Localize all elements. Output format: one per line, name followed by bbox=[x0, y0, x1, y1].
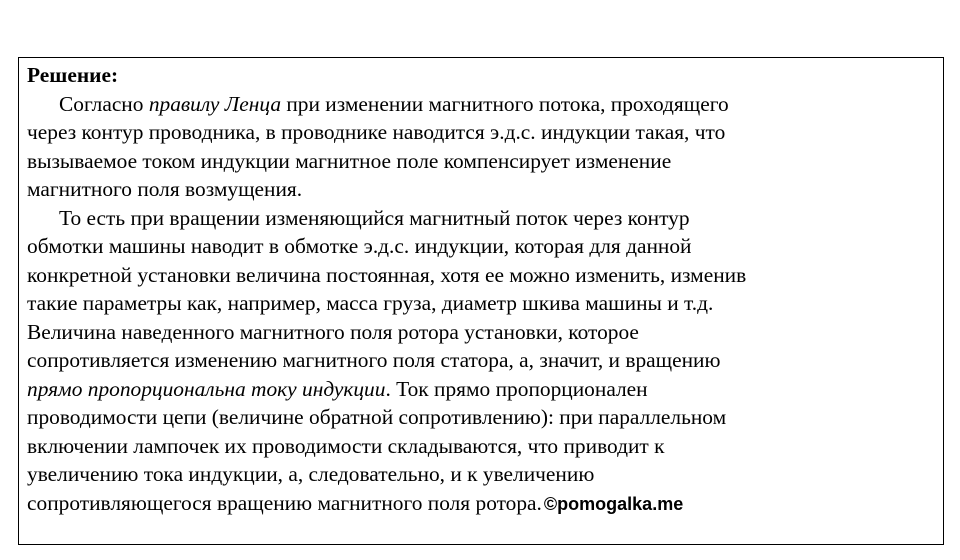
paragraph-1-line-4: магнитного поля возмущения. bbox=[27, 177, 303, 201]
paragraph-1-line-2: через контур проводника, в проводнике наводится э.д.с. индукции такая, что bbox=[27, 120, 726, 144]
paragraph-2-line-11 bbox=[27, 489, 939, 519]
paragraph-2-line-6: сопротивляется изменению магнитного поля статора, а, значит, и вращению bbox=[27, 348, 721, 372]
text-run: Согласно bbox=[59, 91, 149, 116]
paragraph-2-line-5: Величина наведенного магнитного поля ротора установки, которое bbox=[27, 319, 639, 344]
paragraph-2-line-4: такие параметры как, например, масса груза, диаметр шкива машины и т.д. bbox=[27, 291, 714, 315]
paragraph-2-line-9: включении лампочек их проводимости складываются, что приводит к bbox=[27, 433, 665, 458]
solution-text bbox=[27, 61, 939, 518]
paragraph-2-line-7 bbox=[27, 375, 939, 404]
text-run: . Ток прямо пропорционален bbox=[385, 376, 648, 401]
paragraph-2-line-3: конкретной установки величина постоянная, хотя ее можно изменить, изменив bbox=[27, 262, 747, 287]
proportional-term: прямо пропорциональна току индукции bbox=[27, 376, 386, 401]
paragraph-2-line-1: То есть при вращении изменяющийся магнитный поток через контур bbox=[59, 205, 690, 230]
lenz-rule-term: правилу Ленца bbox=[148, 91, 282, 116]
paragraph-2-line-8: проводимости цепи (величине обратной сопротивлению): при параллельном bbox=[27, 405, 727, 429]
paragraph-2-line-2: обмотки машины наводит в обмотке э.д.с. индукции, которая для данной bbox=[27, 234, 692, 258]
paragraph-2-line-10: увеличению тока индукции, а, следовательно, и к увеличению bbox=[27, 462, 595, 486]
solution-heading: Решение: bbox=[27, 63, 119, 87]
paragraph-1-line-3: вызываемое током индукции магнитное поле компенсирует изменение bbox=[27, 148, 672, 173]
paragraph-1-line-1 bbox=[27, 90, 939, 119]
text-run: сопротивляющегося вращению магнитного поля ротора. bbox=[27, 490, 542, 515]
text-run: при изменении магнитного потока, проходящего bbox=[281, 91, 729, 116]
watermark: ©pomogalka.me bbox=[543, 493, 684, 514]
